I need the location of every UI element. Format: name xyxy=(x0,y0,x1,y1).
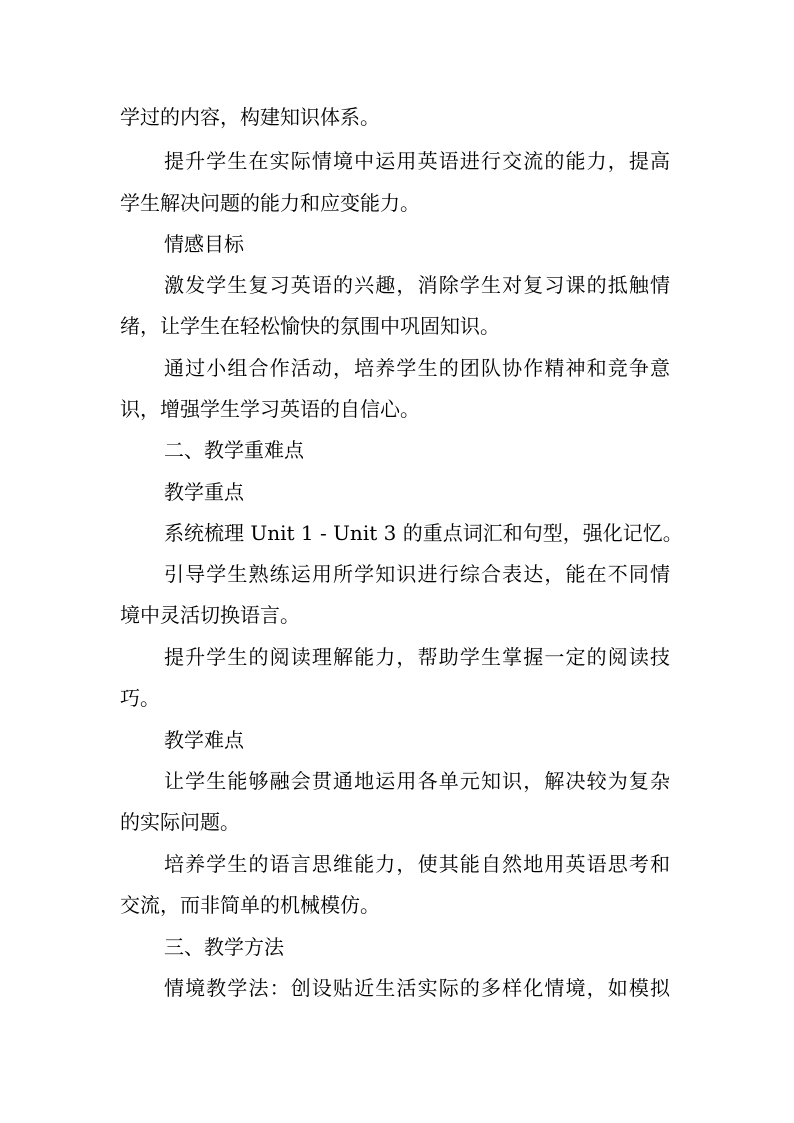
text-line: 巧。 xyxy=(120,686,160,710)
text-line: 境中灵活切换语言。 xyxy=(120,603,300,627)
text-line: 激发学生复习英语的兴趣，消除学生对复习课的抵触情 xyxy=(164,273,670,297)
text-line: 学过的内容，构建知识体系。 xyxy=(120,105,380,129)
section-heading: 教学难点 xyxy=(164,728,244,752)
text-line: 情境教学法：创设贴近生活实际的多样化情境，如模拟 xyxy=(164,976,670,1000)
text-line: 提升学生在实际情境中运用英语进行交流的能力，提高 xyxy=(164,149,670,173)
text-line: 绪，让学生在轻松愉快的氛围中巩固知识。 xyxy=(120,314,500,338)
text-line: 引导学生熟练运用所学知识进行综合表达，能在不同情 xyxy=(164,562,670,586)
text-line: 让学生能够融会贯通地运用各单元知识，解决较为复杂 xyxy=(164,769,670,793)
text-line: 通过小组合作活动，培养学生的团队协作精神和竞争意 xyxy=(164,356,670,380)
section-heading: 情感目标 xyxy=(164,232,244,256)
text-line: 识，增强学生学习英语的自信心。 xyxy=(120,397,420,421)
section-heading: 教学重点 xyxy=(164,480,244,504)
section-heading: 三、教学方法 xyxy=(164,935,284,959)
section-heading: 二、教学重难点 xyxy=(164,438,304,462)
text-line: 培养学生的语言思维能力，使其能自然地用英语思考和 xyxy=(164,852,670,876)
text-line: 提升学生的阅读理解能力，帮助学生掌握一定的阅读技 xyxy=(164,645,670,669)
text-line: 学生解决问题的能力和应变能力。 xyxy=(120,191,420,215)
text-line: 系统梳理 Unit 1 - Unit 3 的重点词汇和句型，强化记忆。 xyxy=(164,521,683,545)
text-line: 的实际问题。 xyxy=(120,810,240,834)
text-line: 交流，而非简单的机械模仿。 xyxy=(120,893,380,917)
